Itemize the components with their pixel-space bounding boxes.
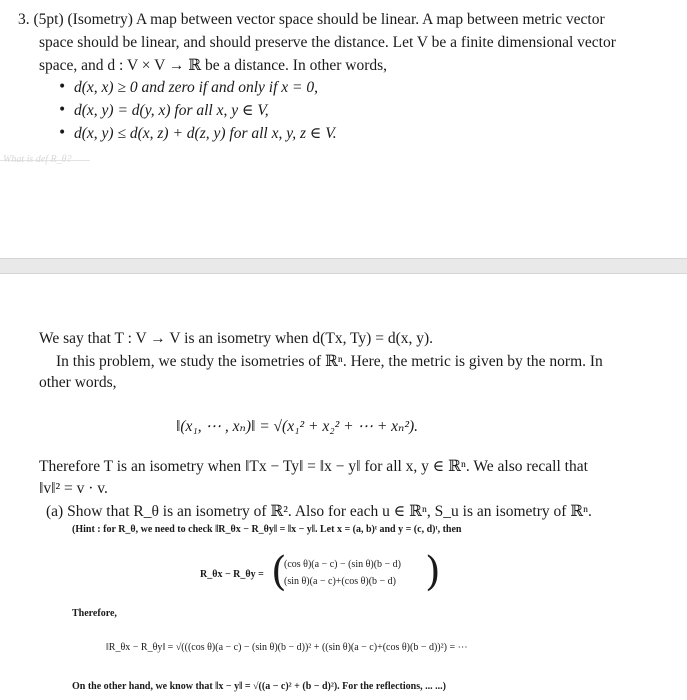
intro-line-1: In this problem, we study the isometries of ℝⁿ. Here, the metric is given by the norm. In [56,353,603,370]
property-triangle-inequality: d(x, y) ≤ d(x, z) + d(z, y) for all x, y, z ∈ V. [74,125,337,142]
problem-line-3: space, and d : V × V → ℝ be a distance. In other words, [39,57,388,74]
hint-text: (Hint : for R_θ, we need to check ‖R_θx − R_θy‖ = ‖x − y‖. Let x = (a, b)ᵗ and y = (c, d)ᵗ, then [72,524,462,535]
property-symmetry: d(x, y) = d(y, x) for all x, y ∈ V, [74,102,269,119]
problem-line-2: space should be linear, and should preserve the distance. Let V be a finite dimensional vector [39,34,616,51]
left-paren: ( [271,549,287,595]
matrix-row-2: (sin θ)(a − c)+(cos θ)(b − d) [284,576,397,587]
answer-placeholder[interactable]: What is def R_θ? [3,154,72,165]
matrix-row-1: (cos θ)(a − c) − (sin θ)(b − d) [284,559,402,570]
property-nonnegativity: d(x, x) ≥ 0 and zero if and only if x = 0, [74,79,318,96]
bullet-dot: • [58,125,67,141]
bullet-dot: • [58,102,67,118]
norm-expansion: ‖R_θx − R_θy‖ = √(((cos θ)(a − c) − (sin θ)(b − d))² + ((sin θ)(a − c)+(cos θ)(b − d))²) = ⋯ [106,642,468,653]
right-paren: ) [425,549,441,595]
norm-formula: ‖(x₁, ⋯ , xₙ)‖ = √(x₁² + x₂² + ⋯ + xₙ²). [176,418,419,435]
part-a-statement: (a) Show that R_θ is an isometry of ℝ². Also for each u ∈ ℝⁿ, S_u is an isometry of ℝⁿ. [46,503,592,520]
therefore-label: Therefore, [72,608,117,619]
problem-line-1: 3. (5pt) (Isometry) A map between vector space should be linear. A map between metric vector [18,11,605,28]
intro-line-2: other words, [39,374,117,391]
bullet-dot: • [58,79,67,95]
therefore-line-2: ‖v‖² = v · v. [39,480,108,497]
matrix-lhs: R_θx − R_θy = [200,569,264,580]
therefore-line-1: Therefore T is an isometry when ‖Tx − Ty‖ = ‖x − y‖ for all x, y ∈ ℝⁿ. We also recall that [39,458,588,475]
section-separator [0,258,687,274]
isometry-definition: We say that T : V → V is an isometry when d(Tx, Ty) = d(x, y). [39,330,434,347]
other-hand-text: On the other hand, we know that ‖x − y‖ = √((a − c)² + (b − d)²). For the reflections, ... ...) [72,681,446,692]
